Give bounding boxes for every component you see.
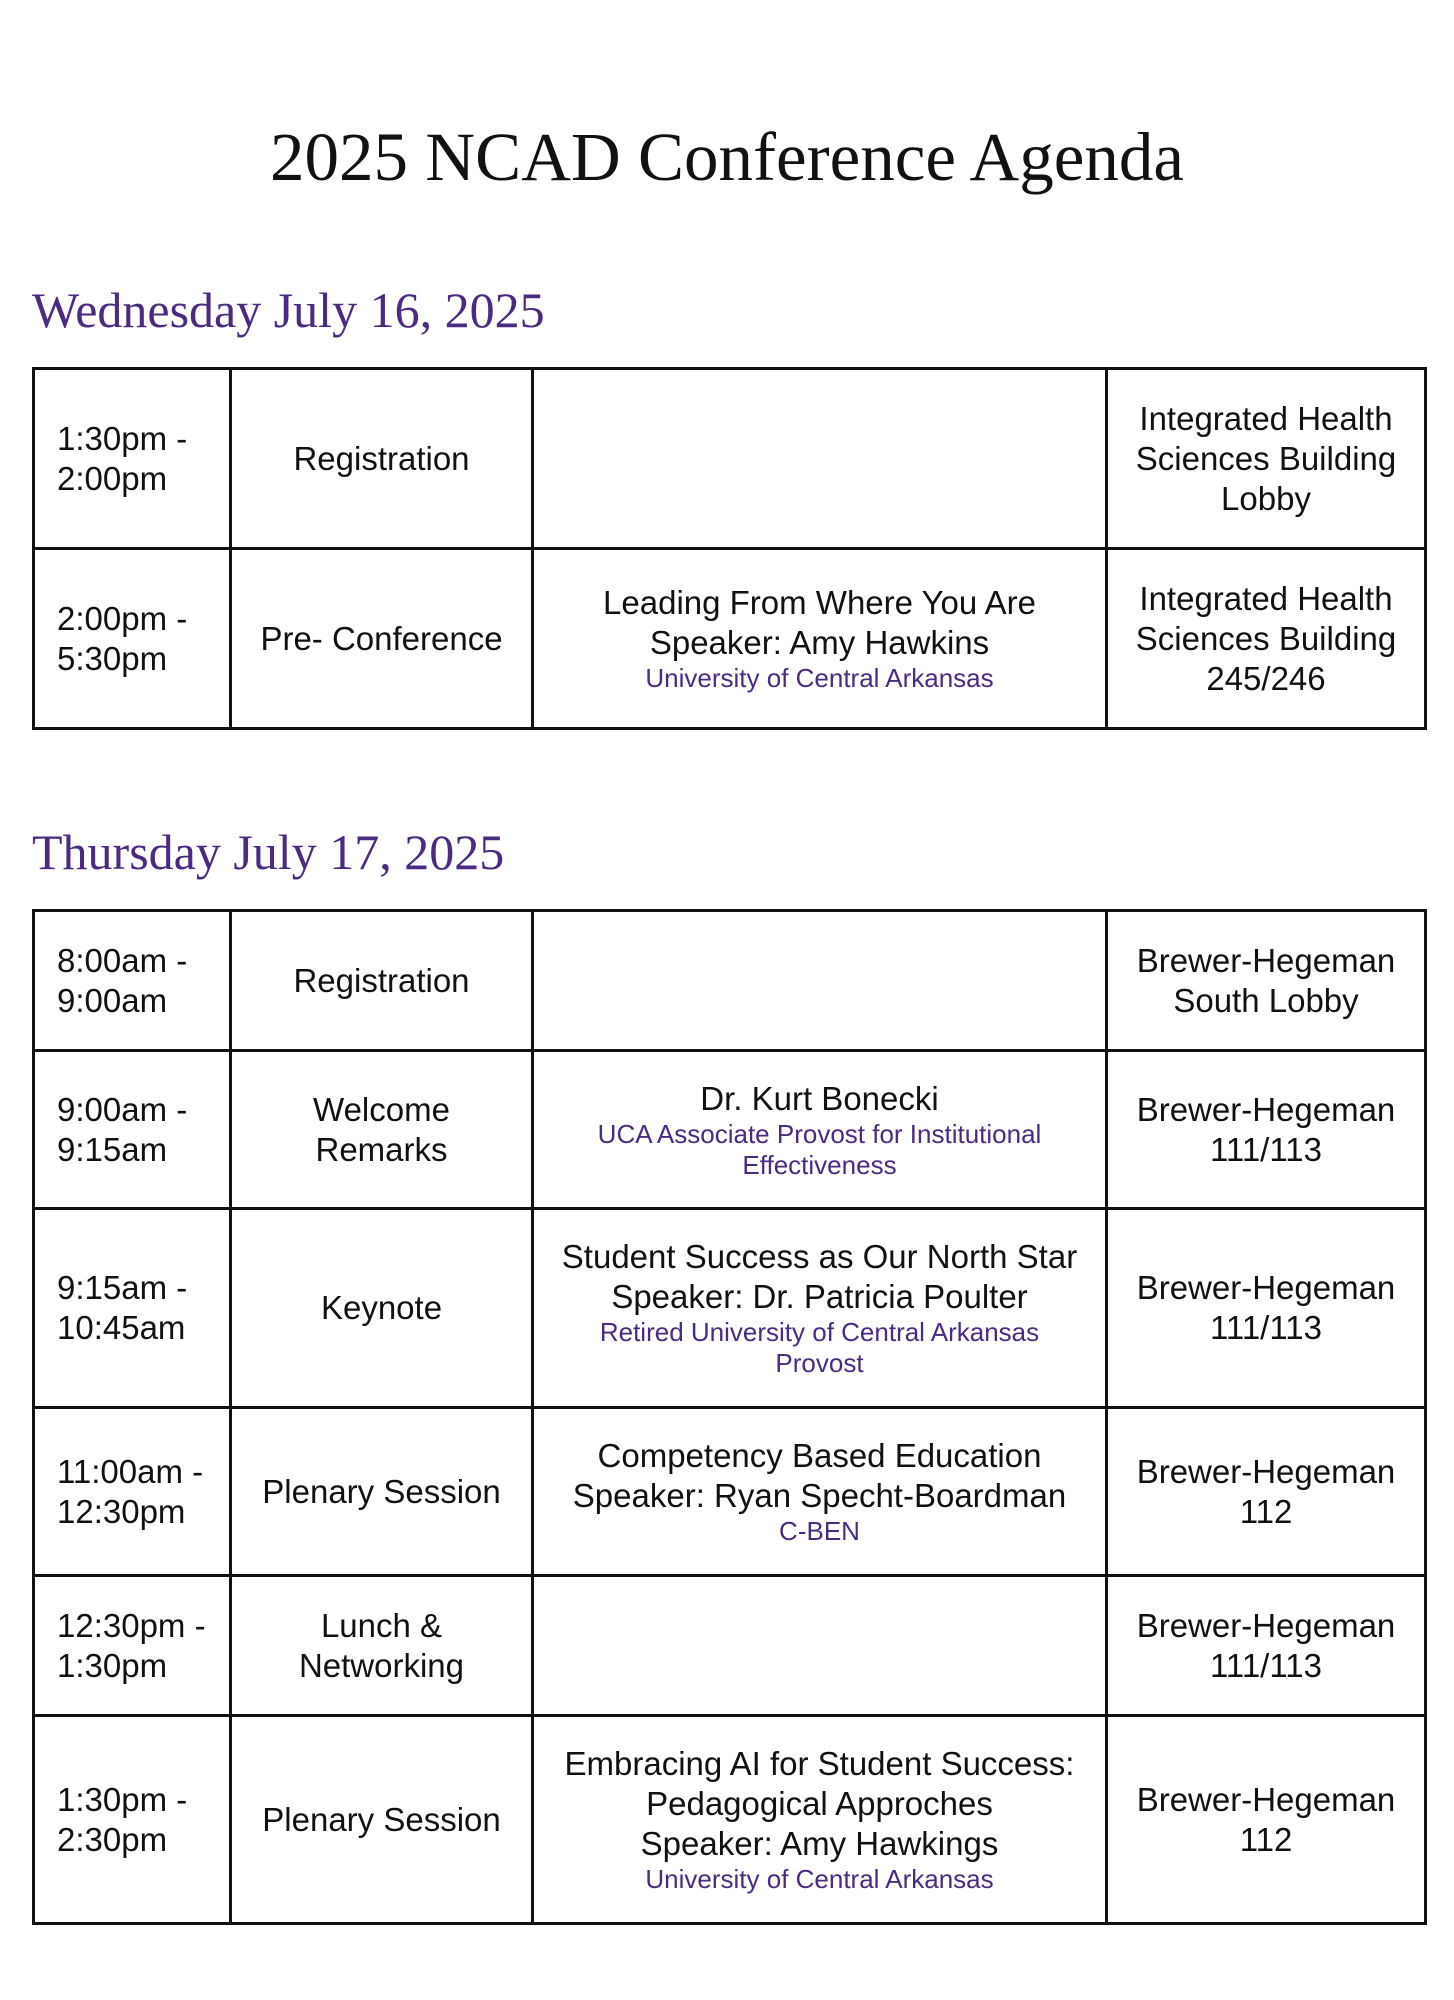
speaker-affiliation: UCA Associate Provost for Institutional — [597, 1118, 1042, 1149]
time-text: 5:30pm — [57, 639, 168, 677]
day-heading-thursday: Thursday July 17, 2025 — [32, 824, 505, 880]
location-text: Integrated Health — [1139, 399, 1393, 437]
time-cell — [34, 369, 231, 549]
location-text: 111/113 — [1210, 1309, 1322, 1346]
location-text: Brewer-Hegeman — [1136, 1606, 1396, 1644]
time-cell — [34, 1408, 231, 1576]
location-text: Lobby — [1221, 479, 1311, 517]
event-title: Keynote — [320, 1289, 443, 1326]
session-detail: Embracing AI for Student Success: — [564, 1745, 1075, 1782]
time-text: 10:45am — [57, 1309, 186, 1346]
location-text: 112 — [1239, 1820, 1293, 1858]
details-cell — [533, 1051, 1107, 1209]
location-text: 112 — [1239, 1492, 1293, 1530]
event-cell — [231, 369, 533, 549]
session-detail: Pedagogical Approches — [646, 1785, 993, 1822]
location-text: 245/246 — [1206, 659, 1326, 697]
location-cell — [1107, 549, 1426, 729]
time-text: 2:00pm - — [57, 599, 188, 637]
location-cell — [1107, 1408, 1426, 1576]
details-cell — [533, 911, 1107, 1051]
agenda-row — [34, 1576, 1426, 1716]
event-title: Welcome — [313, 1090, 450, 1128]
location-cell — [1107, 911, 1426, 1051]
time-cell — [34, 549, 231, 729]
time-text: 8:00am - — [57, 941, 188, 979]
time-text: 9:00am - — [57, 1090, 188, 1128]
location-cell — [1107, 1576, 1426, 1716]
location-text: Brewer-Hegeman — [1136, 1452, 1396, 1490]
day-heading-wednesday: Wednesday July 16, 2025 — [32, 282, 545, 338]
location-text: Brewer-Hegeman — [1136, 1090, 1396, 1128]
time-cell — [34, 1051, 231, 1209]
time-text: 2:30pm — [57, 1820, 168, 1858]
speaker-affiliation: Provost — [775, 1348, 864, 1378]
location-text: Brewer-Hegeman — [1136, 1780, 1396, 1818]
time-text: 9:00am — [57, 981, 168, 1019]
event-title: Remarks — [315, 1130, 448, 1168]
agenda-table-wednesday — [32, 367, 1427, 730]
agenda-row — [34, 1408, 1426, 1576]
speaker-affiliation: University of Central Arkansas — [645, 1864, 994, 1894]
time-text: 12:30pm — [57, 1492, 186, 1530]
page-title: 2025 NCAD Conference Agenda — [269, 119, 1184, 195]
speaker-affiliation: Retired University of Central Arkansas — [599, 1317, 1040, 1347]
location-cell — [1107, 369, 1426, 549]
time-cell — [34, 1576, 231, 1716]
location-text: 111/113 — [1210, 1646, 1322, 1684]
event-cell — [231, 1408, 533, 1576]
event-title: Registration — [293, 439, 470, 477]
session-detail: Competency Based Education — [597, 1437, 1042, 1474]
details-cell — [533, 1209, 1107, 1408]
agenda-row — [34, 1051, 1426, 1209]
location-text: Brewer-Hegeman — [1136, 1269, 1396, 1306]
session-detail: Student Success as Our North Star — [561, 1238, 1078, 1275]
event-cell — [231, 1051, 533, 1209]
location-cell — [1107, 1051, 1426, 1209]
location-cell — [1107, 1716, 1426, 1924]
location-text: Sciences Building — [1135, 439, 1397, 477]
details-cell — [533, 1408, 1107, 1576]
agenda-row — [34, 369, 1426, 549]
agenda-row — [34, 1209, 1426, 1408]
session-detail: Speaker: Dr. Patricia Poulter — [611, 1278, 1028, 1315]
event-title: Pre- Conference — [260, 619, 503, 657]
event-title: Networking — [298, 1646, 465, 1684]
time-text: 1:30pm - — [57, 419, 188, 457]
details-cell — [533, 549, 1107, 729]
details-cell — [533, 369, 1107, 549]
event-title: Plenary Session — [262, 1472, 501, 1510]
event-title: Registration — [293, 961, 470, 999]
agenda-row — [34, 549, 1426, 729]
location-text: Brewer-Hegeman — [1136, 941, 1396, 979]
agenda-row — [34, 911, 1426, 1051]
event-cell — [231, 911, 533, 1051]
location-text: 111/113 — [1210, 1130, 1322, 1168]
session-detail: Speaker: Amy Hawkings — [640, 1825, 999, 1862]
speaker-affiliation: C-BEN — [779, 1516, 860, 1546]
location-text: South Lobby — [1173, 981, 1359, 1019]
time-text: 9:15am — [57, 1130, 168, 1168]
speaker-affiliation: University of Central Arkansas — [645, 663, 994, 693]
location-cell — [1107, 1209, 1426, 1408]
agenda-table-thursday — [32, 909, 1427, 1925]
details-cell — [533, 1576, 1107, 1716]
event-title: Lunch & — [320, 1606, 443, 1644]
speaker-affiliation: Effectiveness — [742, 1149, 897, 1180]
details-cell — [533, 1716, 1107, 1924]
event-cell — [231, 1576, 533, 1716]
time-text: 12:30pm - — [57, 1606, 206, 1644]
session-detail: Dr. Kurt Bonecki — [700, 1079, 939, 1117]
session-detail: Speaker: Ryan Specht-Boardman — [572, 1477, 1067, 1514]
agenda-row — [34, 1716, 1426, 1924]
location-text: Sciences Building — [1135, 619, 1397, 657]
time-text: 9:15am - — [57, 1269, 188, 1306]
time-cell — [34, 911, 231, 1051]
time-text: 1:30pm — [57, 1646, 168, 1684]
time-cell — [34, 1209, 231, 1408]
event-cell — [231, 1716, 533, 1924]
time-text: 1:30pm - — [57, 1780, 188, 1818]
event-cell — [231, 1209, 533, 1408]
time-cell — [34, 1716, 231, 1924]
session-detail: Speaker: Amy Hawkins — [649, 624, 990, 661]
session-detail: Leading From Where You Are — [603, 584, 1036, 621]
event-title: Plenary Session — [262, 1800, 501, 1838]
location-text: Integrated Health — [1139, 579, 1393, 617]
event-cell — [231, 549, 533, 729]
time-text: 2:00pm — [57, 459, 168, 497]
time-text: 11:00am - — [57, 1452, 204, 1490]
